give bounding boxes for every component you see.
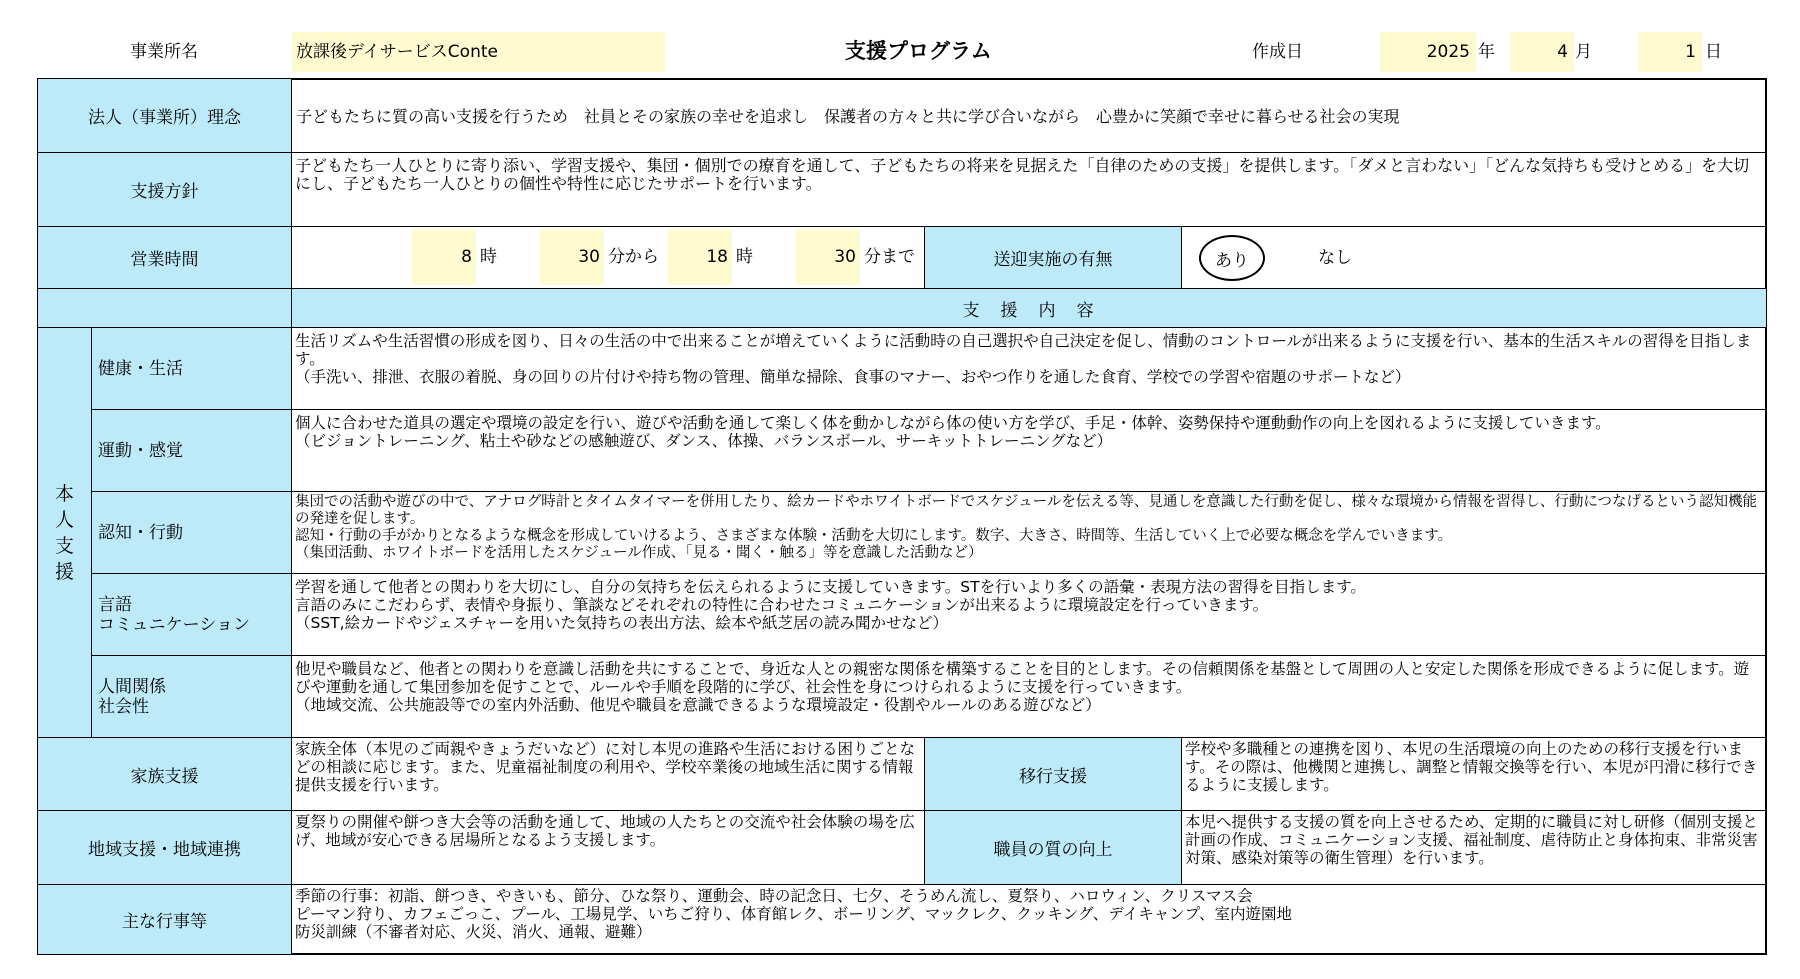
hours-label: 営業時間	[37, 226, 292, 289]
end-minute-field[interactable]: 30	[796, 229, 860, 285]
language-communication-label: 言語 コミュニケーション	[91, 573, 292, 656]
philosophy-text: 子どもたちに質の高い支援を行うため 社員とその家族の幸せを追求し 保護者の方々と共に学び合いながら 心豊かに笑顔で幸せに暮らせる社会の実現	[291, 78, 1767, 153]
staff-quality-label: 職員の質の向上	[924, 810, 1182, 885]
from-unit: 分から	[608, 247, 659, 267]
community-support-label: 地域支援・地域連携	[37, 810, 292, 885]
start-hour-field[interactable]: 8	[412, 229, 476, 285]
policy-text: 子どもたち一人ひとりに寄り添い、学習支援や、集団・個別での療育を通して、子どもたちの将来を見据えた「自律のための支援」を提供します。「ダメと言わない」「どんな気持ちも受けとめる」を大切にし、子どもたち一人ひとりの個性や特性に応じたサポートを行います。	[291, 152, 1767, 227]
facility-name-field[interactable]: 放課後デイサービスConte	[292, 32, 665, 72]
motor-sensory-label: 運動・感覚	[91, 409, 292, 492]
hour-unit-end: 時	[736, 247, 753, 267]
cognition-behavior-text: 集団での活動や遊びの中で、アナログ時計とタイムタイマーを併用したり、絵カードやホワイトボードでスケジュールを伝える等、見通しを意識した行動を促し、様々な環境から情報を習得し、行動につなげるという認知機能の発達を促します。 認知・行動の手がかりとなるような概念を形成していけるよう、さまざまな体験・活動を大切にします。数字、大きさ、時間等、生活していく上で必要な概念を学んでいきます。 （集団活動、ホワイトボードを活用したスケジュール作成、「見る・聞く・触る」等を意識した活動など）	[291, 491, 1767, 574]
policy-label: 支援方針	[37, 152, 292, 227]
transport-yes-option[interactable]: あり	[1199, 235, 1265, 281]
month-field[interactable]: 4	[1510, 32, 1574, 72]
facility-label: 事業所名	[130, 42, 198, 62]
events-label: 主な行事等	[37, 884, 292, 955]
content-heading-spacer	[37, 288, 292, 328]
cognition-behavior-label: 認知・行動	[91, 491, 292, 574]
year-unit: 年	[1478, 42, 1495, 62]
transport-label: 送迎実施の有無	[924, 226, 1182, 289]
transition-support-label: 移行支援	[924, 737, 1182, 811]
start-minute-field[interactable]: 30	[540, 229, 604, 285]
health-life-text: 生活リズムや生活習慣の形成を図り、日々の生活の中で出来ることが増えていくように活動時の自己選択や自己決定を促し、情動のコントロールが出来るように支援を行い、基本的生活スキルの習得を目指します。 （手洗い、排泄、衣服の着脱、身の回りの片付けや持ち物の管理、簡単な掃除、食事のマナー、おやつ作りを通した食育、学校での学習や宿題のサポートなど）	[291, 327, 1767, 410]
day-unit: 日	[1705, 42, 1722, 62]
family-support-text: 家族全体（本児のご両親やきょうだいなど）に対し本児の進路や生活における困りごとなどの相談に応じます。また、児童福祉制度の利用や、学校卒業後の地域生活に関する情報提供支援を行います。	[291, 737, 925, 811]
until-unit: 分まで	[864, 247, 915, 267]
staff-quality-text: 本児へ提供する支援の質を向上させるため、定期的に職員に対し研修（個別支援と計画の作成、コミュニケーション支援、福祉制度、虐待防止と身体拘束、非常災害対策、感染対策等の衛生管理）を行います。	[1181, 810, 1767, 885]
community-support-text: 夏祭りの開催や餅つき大会等の活動を通して、地域の人たちとの交流や社会体験の場を広げ、地域が安心できる居場所となるよう支援します。	[291, 810, 925, 885]
relationships-social-text: 他児や職員など、他者との関わりを意識し活動を共にすることで、身近な人との親密な関係を構築することを目的とします。その信頼関係を基盤として周囲の人と安定した関係を形成できるように促します。遊びや運動を通して集団参加を促すことで、ルールや手順を段階的に学び、社会性を身につけられるように支援を行っていきます。 （地域交流、公共施設等での室内外活動、他児や職員を意識できるような環境設定・役割やルールのある遊びなど）	[291, 655, 1767, 738]
hour-unit-start: 時	[480, 247, 497, 267]
month-unit: 月	[1575, 42, 1592, 62]
transition-support-text: 学校や多職種との連携を図り、本児の生活環境の向上のための移行支援を行います。その際は、他機関と連携し、調整と情報交換等を行い、本児が円滑に移行できるように支援します。	[1181, 737, 1767, 811]
content-heading: 支 援 内 容	[291, 288, 1767, 328]
health-life-label: 健康・生活	[91, 327, 292, 410]
motor-sensory-text: 個人に合わせた道具の選定や環境の設定を行い、遊びや活動を通して楽しく体を動かしながら体の使い方を学び、手足・体幹、姿勢保持や運動動作の向上を図れるように支援していきます。 （ビジョントレーニング、粘土や砂などの感触遊び、ダンス、体操、バランスボール、サーキットトレーニングなど）	[291, 409, 1767, 492]
self-support-label: 本 人 支 援	[37, 327, 92, 738]
transport-no-option[interactable]: なし	[1318, 248, 1352, 268]
events-text: 季節の行事：初詣、餅つき、やきいも、節分、ひな祭り、運動会、時の記念日、七夕、そうめん流し、夏祭り、ハロウィン、クリスマス会 ピーマン狩り、カフェごっこ、プール、工場見学、いちご狩り、体育館レク、ボーリング、マックレク、クッキング、デイキャンプ、室内遊園地 防災訓練（不審者対応、火災、消火、通報、避難）	[291, 884, 1767, 955]
day-field[interactable]: 1	[1638, 32, 1702, 72]
philosophy-label: 法人（事業所）理念	[37, 78, 292, 153]
language-communication-text: 学習を通して他者との関わりを大切にし、自分の気持ちを伝えられるように支援していきます。STを行いより多くの語彙・表現方法の習得を目指します。 言語のみにこだわらず、表情や身振り、筆談などそれぞれの特性に合わせたコミュニケーションが出来るように環境設定を行っていきます。 （SST,絵カードやジェスチャーを用いた気持ちの表出方法、絵本や紙芝居の読み聞かせなど）	[291, 573, 1767, 656]
page-title: 支援プログラム	[845, 39, 992, 63]
transport-cell	[1181, 226, 1767, 289]
end-hour-field[interactable]: 18	[668, 229, 732, 285]
relationships-social-label: 人間関係 社会性	[91, 655, 292, 738]
created-date-label: 作成日	[1252, 42, 1303, 62]
family-support-label: 家族支援	[37, 737, 292, 811]
year-field[interactable]: 2025	[1380, 32, 1476, 72]
